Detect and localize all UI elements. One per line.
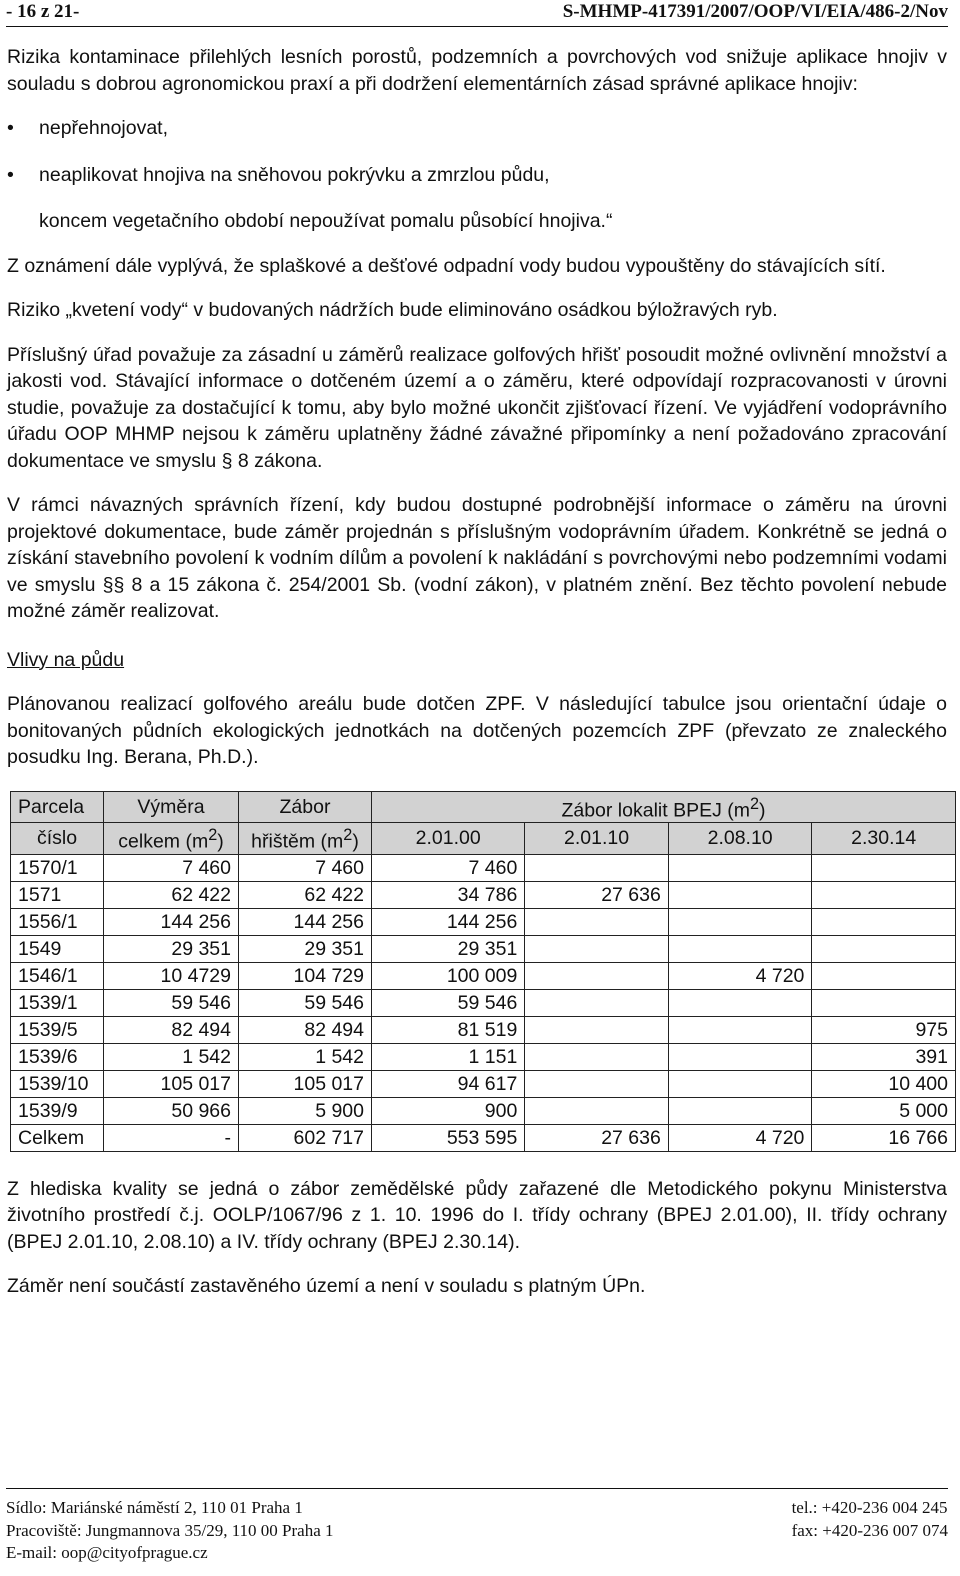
page-header — [6, 0, 948, 27]
cell-vymera: - — [104, 1124, 239, 1151]
cell-bpej-2-01-10: 27 636 — [525, 881, 669, 908]
cell-parcela: 1539/9 — [11, 1097, 104, 1124]
cell-bpej-2-01-00: 553 595 — [372, 1124, 525, 1151]
cell-zabor: 602 717 — [239, 1124, 372, 1151]
cell-bpej-2-01-00: 7 460 — [372, 854, 525, 881]
col-header-celkem-text: celkem (m — [118, 830, 209, 853]
footer-email: E-mail: oop@cityofprague.cz — [6, 1543, 208, 1562]
cell-bpej-2-08-10 — [668, 1043, 812, 1070]
paragraph-wastewater: Z oznámení dále vyplývá, že splaškové a dešťové odpadní vody budou vypouštěny do stávajících sítí. — [7, 254, 886, 277]
col-header-vymera — [104, 791, 239, 823]
cell-vymera: 105 017 — [104, 1070, 239, 1097]
cell-parcela: 1539/5 — [11, 1016, 104, 1043]
col-header-vymera-text: Výměra — [137, 795, 205, 818]
col-header-celkem — [104, 823, 239, 855]
cell-vymera: 50 966 — [104, 1097, 239, 1124]
cell-bpej-2-01-00: 900 — [372, 1097, 525, 1124]
page-footer — [6, 1488, 948, 1562]
col-header-bpej-2-01-00: 2.01.00 — [372, 823, 525, 855]
cell-bpej-2-01-10 — [525, 989, 669, 1016]
col-header-zabor-text: Zábor — [279, 795, 331, 818]
cell-zabor: 144 256 — [239, 908, 372, 935]
table-header-row — [11, 791, 956, 823]
table-row — [11, 935, 956, 962]
cell-bpej-2-30-14: 391 — [812, 1043, 956, 1070]
cell-bpej-2-01-10 — [525, 1043, 669, 1070]
superscript: 2 — [208, 826, 218, 844]
cell-zabor: 29 351 — [239, 935, 372, 962]
table-header-row — [11, 823, 956, 855]
cell-bpej-2-08-10 — [668, 881, 812, 908]
document-body — [7, 44, 947, 1300]
cell-vymera: 144 256 — [104, 908, 239, 935]
cell-bpej-2-30-14 — [812, 908, 956, 935]
cell-vymera: 59 546 — [104, 989, 239, 1016]
cell-vymera: 62 422 — [104, 881, 239, 908]
section-heading: Vlivy na půdu — [7, 648, 125, 671]
cell-zabor: 105 017 — [239, 1070, 372, 1097]
cell-bpej-2-01-00: 59 546 — [372, 989, 525, 1016]
col-header-cislo: číslo — [11, 823, 104, 855]
footer-workplace: Pracoviště: Jungmannova 35/29, 110 00 Praha 1 — [6, 1520, 334, 1540]
document-reference: S-MHMP-417391/2007/OOP/VI/EIA/486-2/Nov — [562, 1, 948, 22]
paragraph-algae-risk: Riziko „kvetení vody“ v budovaných nádržích bude eliminováno osádkou býložravých ryb. — [7, 299, 778, 321]
bpej-table — [10, 791, 956, 1152]
cell-vymera: 10 4729 — [104, 962, 239, 989]
cell-bpej-2-30-14 — [812, 935, 956, 962]
list-item — [7, 115, 947, 142]
cell-bpej-2-30-14: 10 400 — [812, 1070, 956, 1097]
cell-parcela: 1549 — [11, 935, 104, 962]
superscript: 2 — [343, 826, 353, 844]
paragraph-water-assessment: Příslušný úřad považuje za zásadní u záměrů realizace golfových hřišť posoudit možné ovlivnění množství a jakosti vod. Stávající informace o dotčeném území a o záměru, které odpovídají rozpracovanosti v úrovni studie, považuje za dostačující k tomu, aby bylo možné ukončit zjišťovací řízení. Ve vyjádření vodoprávního úřadu OOP MHMP nejsou k záměru uplatněny žádné závažné připomínky a není požadováno zpracování dokumentace ve smyslu § 8 zákona. — [7, 343, 947, 472]
list-item — [7, 162, 947, 189]
cell-bpej-2-01-00: 81 519 — [372, 1016, 525, 1043]
cell-bpej-2-30-14 — [812, 881, 956, 908]
cell-vymera: 1 542 — [104, 1043, 239, 1070]
cell-bpej-2-01-00: 34 786 — [372, 881, 525, 908]
list-item-text: nepřehnojovat, — [39, 117, 169, 139]
cell-bpej-2-01-10 — [525, 908, 669, 935]
table-row — [11, 881, 956, 908]
col-header-bpej-2-01-10: 2.01.10 — [525, 823, 669, 855]
cell-bpej-2-08-10: 4 720 — [668, 1124, 812, 1151]
paragraph-follow-up-proceedings: V rámci návazných správních řízení, kdy budou dostupné podrobnější informace o záměru na úrovni projektové dokumentace, bude záměr projednán s příslušným vodoprávním úřadem. Konkrétně se jedná o získání stavebního povolení k vodním dílům a povolení k nakládání s povrchovými nebo podzemními vodami ve smyslu §§ 8 a 15 zákona č. 254/2001 Sb. (vodní zákon), v platném znění. Bez těchto povolení nebude možné záměr realizovat. — [7, 494, 947, 622]
footer-phone: tel.: +420-236 004 245 — [791, 1498, 948, 1517]
cell-bpej-2-30-14 — [812, 962, 956, 989]
table-row — [11, 989, 956, 1016]
cell-bpej-2-01-10 — [525, 1070, 669, 1097]
cell-bpej-2-08-10 — [668, 1097, 812, 1124]
cell-parcela: 1546/1 — [11, 962, 104, 989]
cell-zabor: 82 494 — [239, 1016, 372, 1043]
col-header-celkem-close: ) — [217, 830, 224, 853]
paragraph-land-plan: Záměr není součástí zastavěného území a není v souladu s platným ÚPn. — [7, 1275, 646, 1297]
cell-bpej-2-01-00: 29 351 — [372, 935, 525, 962]
cell-parcela: 1539/1 — [11, 989, 104, 1016]
cell-bpej-2-08-10 — [668, 1070, 812, 1097]
cell-parcela: Celkem — [11, 1124, 104, 1151]
footer-address — [6, 1497, 334, 1565]
cell-bpej-2-01-10 — [525, 854, 669, 881]
footer-fax: fax: +420-236 007 074 — [791, 1520, 948, 1540]
cell-bpej-2-30-14 — [812, 854, 956, 881]
cell-zabor: 1 542 — [239, 1043, 372, 1070]
list-item-text: neaplikovat hnojiva na sněhovou pokrývku a zmrzlou půdu, — [39, 163, 550, 186]
cell-bpej-2-08-10 — [668, 1016, 812, 1043]
table-row — [11, 1016, 956, 1043]
cell-bpej-2-08-10 — [668, 854, 812, 881]
superscript: 2 — [750, 794, 760, 813]
cell-parcela: 1539/6 — [11, 1043, 104, 1070]
cell-bpej-2-30-14 — [812, 989, 956, 1016]
cell-bpej-2-01-00: 94 617 — [372, 1070, 525, 1097]
cell-vymera: 82 494 — [104, 1016, 239, 1043]
page-number: - 16 z 21- — [6, 1, 80, 22]
table-total-row — [11, 1124, 956, 1151]
cell-zabor: 59 546 — [239, 989, 372, 1016]
col-header-hristem-text: hřištěm (m — [251, 830, 344, 853]
cell-vymera: 29 351 — [104, 935, 239, 962]
bullet-icon: • — [7, 117, 14, 139]
cell-bpej-2-01-00: 1 151 — [372, 1043, 525, 1070]
paragraph-soil-quality: Z hlediska kvality se jedná o zábor zemědělské půdy zařazené dle Metodického pokynu Ministerstva životního prostředí č.j. OOLP/1067/96 z 1. 10. 1996 do I. třídy ochrany (BPEJ 2.01.00), II. třídy ochrany (BPEJ 2.01.10, 2.08.10) a IV. třídy ochrany (BPEJ 2.30.14). — [7, 1177, 947, 1253]
cell-bpej-2-01-00: 144 256 — [372, 908, 525, 935]
footer-contacts — [792, 1497, 948, 1542]
col-header-bpej-2-30-14: 2.30.14 — [812, 823, 956, 855]
bullet-list — [7, 115, 947, 188]
table-row — [11, 854, 956, 881]
cell-bpej-2-01-10 — [525, 1097, 669, 1124]
col-header-hristem — [239, 823, 372, 855]
cell-zabor: 62 422 — [239, 881, 372, 908]
cell-bpej-2-01-10 — [525, 935, 669, 962]
footer-seat: Sídlo: Mariánské náměstí 2, 110 01 Praha 1 — [6, 1498, 303, 1517]
bullet-icon: • — [7, 163, 14, 186]
cell-bpej-2-08-10: 4 720 — [668, 962, 812, 989]
table-row — [11, 1097, 956, 1124]
col-header-bpej-close: ) — [759, 799, 766, 821]
cell-parcela: 1571 — [11, 881, 104, 908]
table-row — [11, 1043, 956, 1070]
col-header-parcela: Parcela — [11, 791, 104, 823]
col-header-bpej-2-08-10: 2.08.10 — [668, 823, 812, 855]
cell-zabor: 104 729 — [239, 962, 372, 989]
paragraph-fertilizer-risk: Rizika kontaminace přilehlých lesních porostů, podzemních a povrchových vod snižuje aplikace hnojiv v souladu s dobrou agronomickou praxí a při dodržení elementárních zásad správné aplikace hnojiv: — [7, 46, 947, 95]
cell-vymera: 7 460 — [104, 854, 239, 881]
cell-bpej-2-08-10 — [668, 908, 812, 935]
cell-bpej-2-08-10 — [668, 989, 812, 1016]
table-row — [11, 908, 956, 935]
col-header-bpej-text: Zábor lokalit BPEJ (m — [561, 799, 750, 821]
cell-bpej-2-30-14: 975 — [812, 1016, 956, 1043]
col-header-zabor — [239, 791, 372, 823]
cell-parcela: 1570/1 — [11, 854, 104, 881]
col-header-bpej — [372, 791, 956, 823]
cell-parcela: 1556/1 — [11, 908, 104, 935]
cell-bpej-2-30-14: 16 766 — [812, 1124, 956, 1151]
cell-parcela: 1539/10 — [11, 1070, 104, 1097]
cell-bpej-2-01-10 — [525, 1016, 669, 1043]
cell-bpej-2-01-10 — [525, 962, 669, 989]
table-row — [11, 1070, 956, 1097]
cell-bpej-2-01-00: 100 009 — [372, 962, 525, 989]
table-row — [11, 962, 956, 989]
cell-bpej-2-30-14: 5 000 — [812, 1097, 956, 1124]
cell-bpej-2-08-10 — [668, 935, 812, 962]
list-continuation: koncem vegetačního období nepoužívat pomalu působící hnojiva.“ — [39, 210, 613, 232]
cell-zabor: 7 460 — [239, 854, 372, 881]
cell-zabor: 5 900 — [239, 1097, 372, 1124]
col-header-hristem-close: ) — [352, 830, 359, 853]
cell-bpej-2-01-10: 27 636 — [525, 1124, 669, 1151]
paragraph-zpf-intro: Plánovanou realizací golfového areálu bude dotčen ZPF. V následující tabulce jsou orientační údaje o bonitovaných půdních ekologických jednotkách na dotčených pozemcích ZPF (převzato ze znaleckého posudku Ing. Berana, Ph.D.). — [7, 693, 947, 768]
